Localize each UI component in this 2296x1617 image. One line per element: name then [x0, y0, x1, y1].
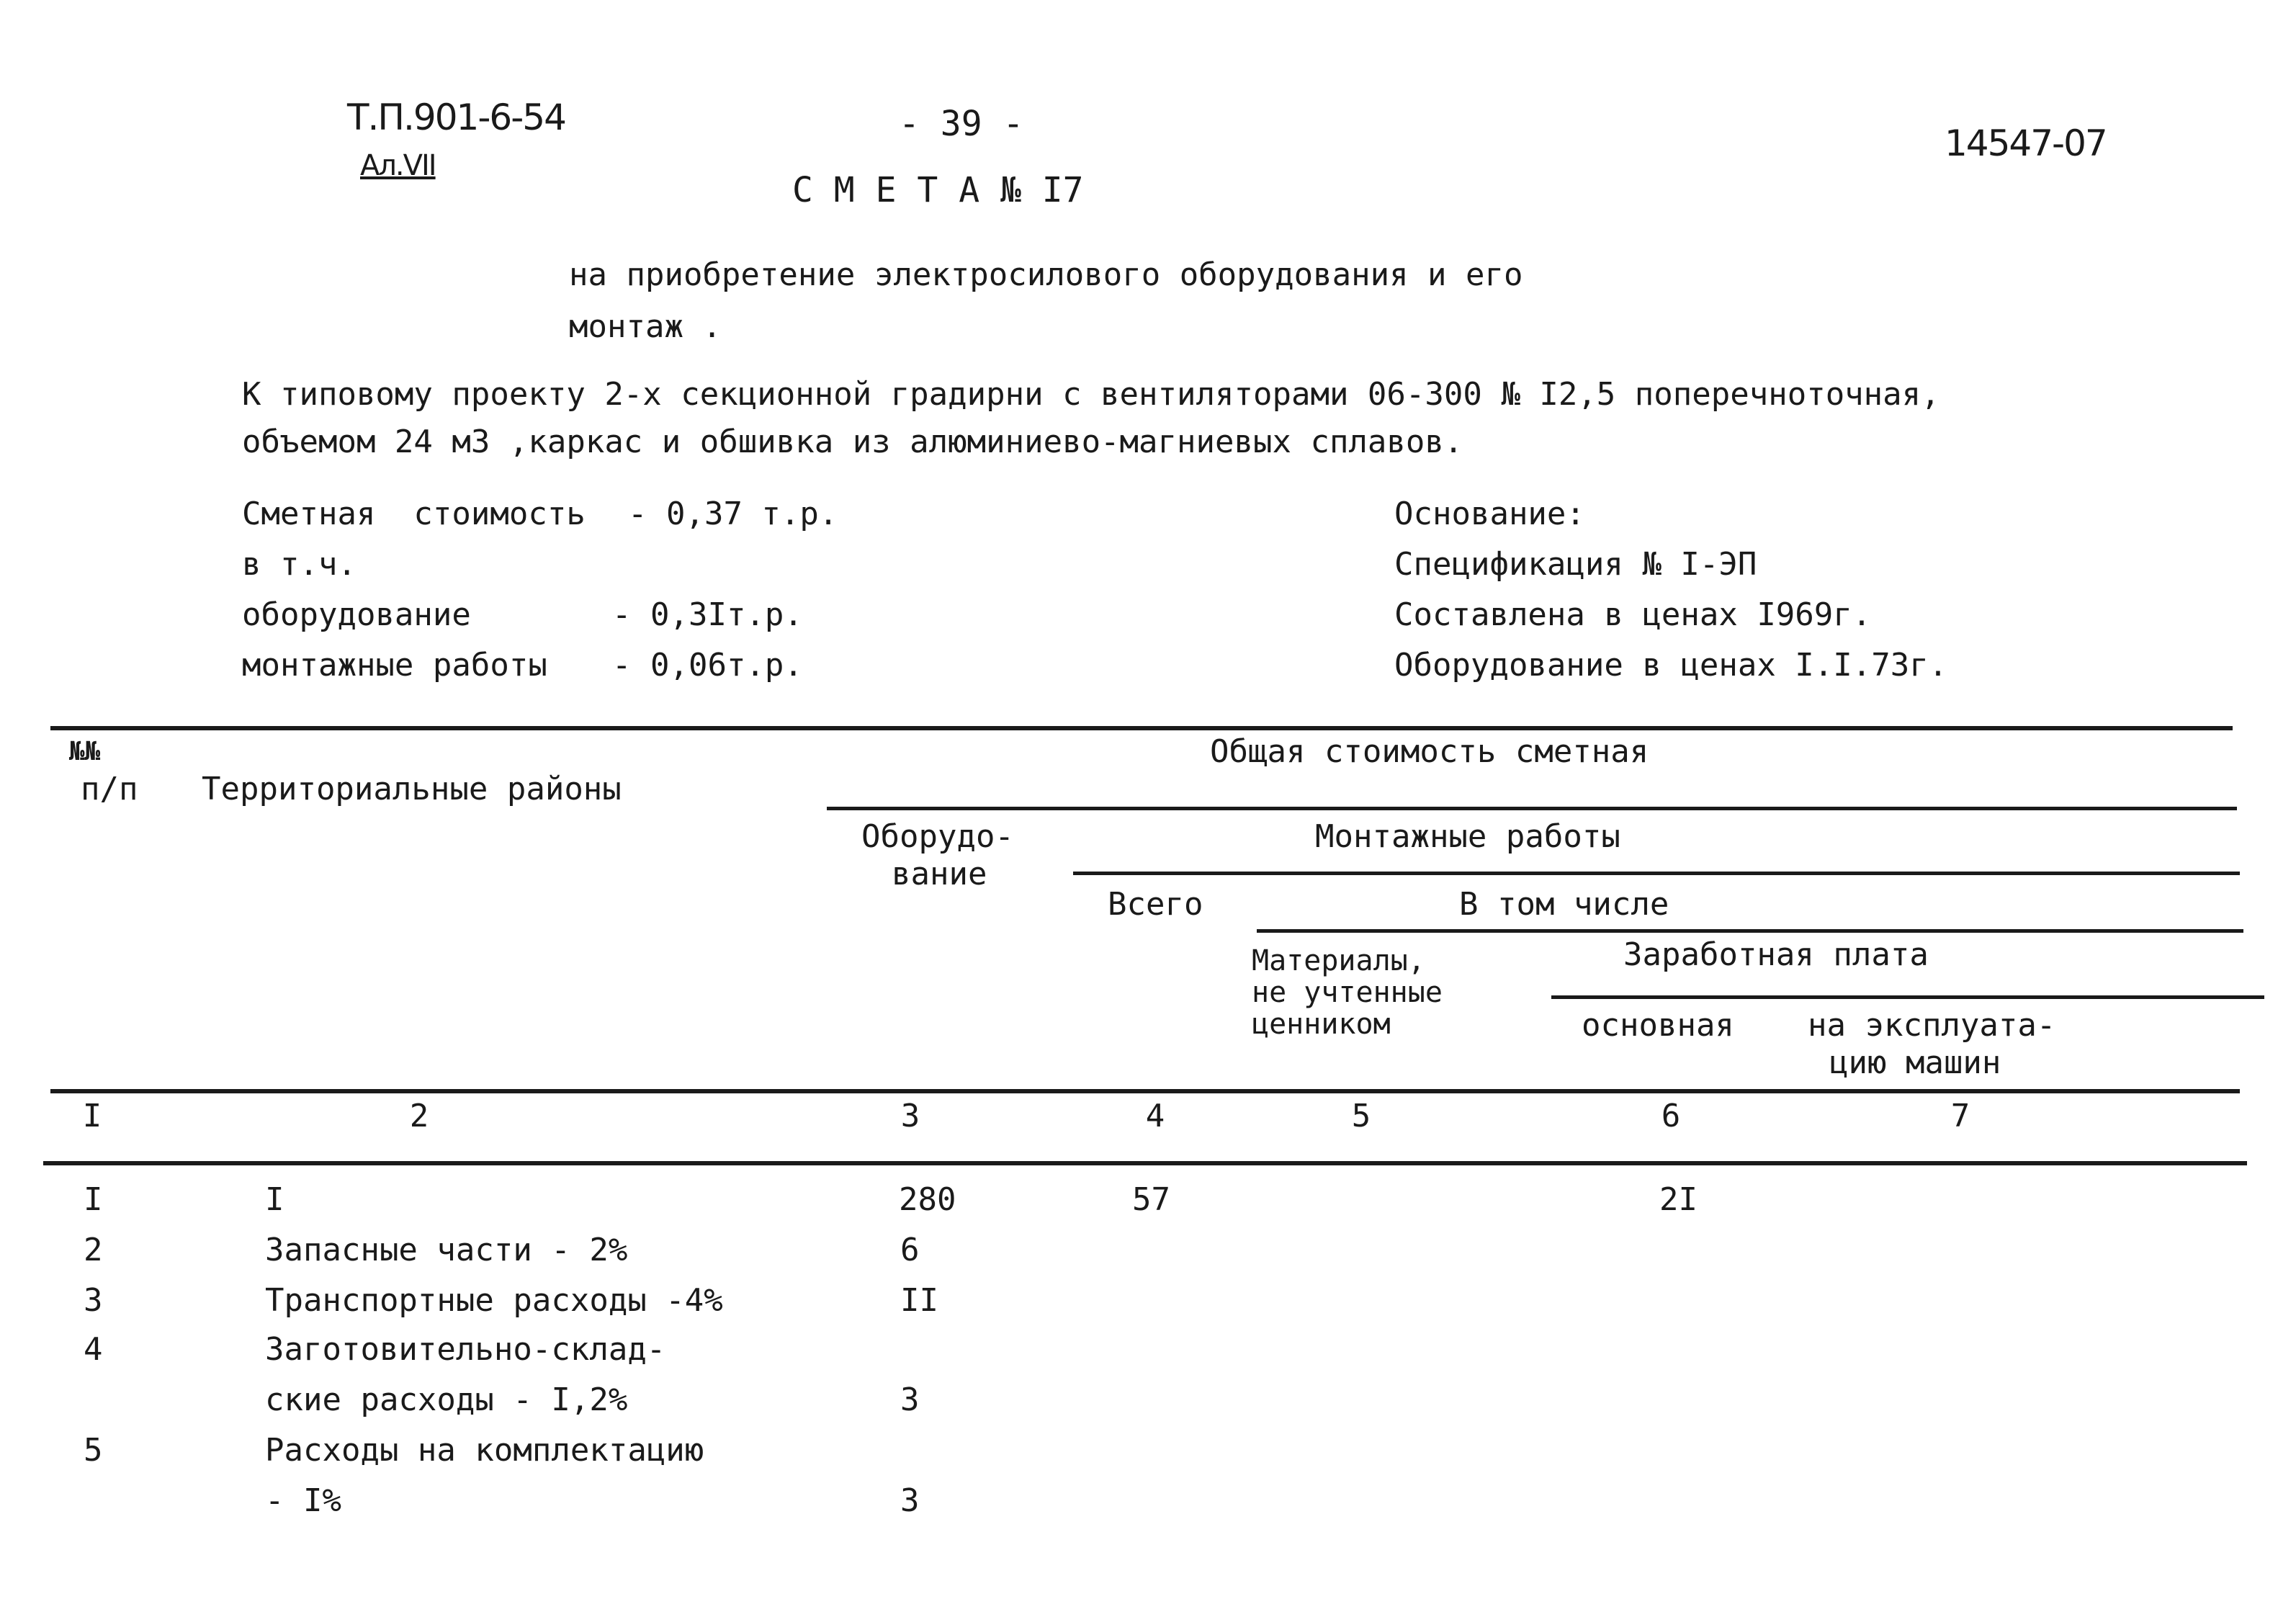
equipment-cost-label: оборудование	[242, 596, 471, 633]
row-3-equipment: II	[900, 1282, 938, 1319]
total-cost-value: - 0,37 т.р.	[628, 496, 838, 532]
basis-label: Основание:	[1394, 496, 1585, 532]
row-5-num: 5	[84, 1432, 103, 1469]
header-num-top: №№	[69, 737, 101, 766]
row-5-name: Расходы на комплектацию	[265, 1432, 704, 1469]
project-code: Т.П.901-6-54	[347, 97, 565, 138]
header-equipment-l1: Оборудо-	[861, 818, 1014, 855]
row-1-install-total: 57	[1132, 1181, 1170, 1218]
total-cost-label: Сметная стоимость	[242, 496, 586, 532]
subtitle-line2: монтаж .	[569, 308, 722, 345]
col-number-4: 4	[1145, 1098, 1165, 1134]
including-label: в т.ч.	[242, 546, 356, 583]
rule-under-install-works	[1073, 872, 2240, 875]
row-1-equipment: 280	[899, 1181, 956, 1218]
header-materials-l2: не учтенные	[1252, 976, 1443, 1009]
col-number-2: 2	[409, 1098, 429, 1134]
header-including: В том числе	[1459, 886, 1669, 923]
header-num-bottom: п/п	[81, 771, 138, 807]
header-materials-l3: ценником	[1252, 1008, 1391, 1041]
rule-under-wages	[1551, 995, 2264, 999]
estimate-title: С М Е Т А № I7	[792, 170, 1084, 210]
col-number-7: 7	[1950, 1098, 1970, 1134]
col-number-5: 5	[1351, 1098, 1371, 1134]
rule-under-including	[1257, 929, 2243, 933]
header-machines-l2: цию машин	[1829, 1044, 2001, 1081]
document-number: 14547-07	[1945, 122, 2107, 164]
header-total-cost: Общая стоимость сметная	[1210, 733, 1649, 770]
row-2-name: Запасные части - 2%	[265, 1232, 628, 1268]
album-number: Ал.VII	[360, 149, 436, 182]
rule-header-bottom	[50, 1089, 2240, 1093]
header-install-works: Монтажные работы	[1315, 818, 1620, 855]
rule-under-col-numbers	[43, 1161, 2247, 1165]
basis-prices: Составлена в ценах I969г.	[1394, 596, 1872, 633]
header-regions: Территориальные районы	[202, 771, 622, 807]
row-4-num: 4	[84, 1331, 103, 1368]
row-4-equipment: 3	[900, 1381, 920, 1418]
header-equipment-l2: вание	[892, 856, 987, 892]
install-cost-value: - 0,06т.р.	[612, 647, 803, 684]
row-1-num: I	[84, 1181, 103, 1218]
subtitle-line1: на приобретение электросилового оборудования и его	[569, 256, 1523, 293]
equipment-cost-value: - 0,3Iт.р.	[612, 596, 803, 633]
row-1-name: I	[265, 1181, 284, 1218]
row-2-equipment: 6	[900, 1232, 920, 1268]
header-materials-l1: Материалы,	[1252, 944, 1425, 977]
col-number-1: I	[82, 1098, 102, 1134]
header-wages: Заработная плата	[1623, 936, 1929, 973]
description-line1: К типовому проекту 2-х секционной градирни с вентиляторами 06-300 № I2,5 поперечноточная,	[242, 376, 1940, 413]
row-5-equipment: 3	[900, 1482, 920, 1519]
row-5-name-cont: - I%	[265, 1482, 341, 1519]
basis-equipment-prices: Оборудование в ценах I.I.73г.	[1394, 647, 1948, 684]
table-top-rule	[50, 726, 2233, 730]
header-machines-l1: на эксплуата-	[1808, 1007, 2056, 1044]
row-2-num: 2	[84, 1232, 103, 1268]
row-4-name-cont: ские расходы - I,2%	[265, 1381, 628, 1418]
col-number-3: 3	[900, 1098, 920, 1134]
row-3-name: Транспортные расходы -4%	[265, 1282, 723, 1319]
header-total: Всего	[1108, 886, 1203, 923]
page-number: - 39 -	[899, 104, 1024, 144]
install-cost-label: монтажные работы	[242, 647, 547, 684]
header-basic: основная	[1582, 1007, 1734, 1044]
row-1-basic-wages: 2I	[1659, 1181, 1698, 1218]
row-4-name: Заготовительно-склад-	[265, 1331, 666, 1368]
rule-under-total-cost	[827, 807, 2237, 810]
col-number-6: 6	[1661, 1098, 1681, 1134]
basis-spec: Спецификация № I-ЭП	[1394, 546, 1757, 583]
description-line2: объемом 24 м3 ,каркас и обшивка из алюминиево-магниевых сплавов.	[242, 424, 1463, 460]
row-3-num: 3	[84, 1282, 103, 1319]
